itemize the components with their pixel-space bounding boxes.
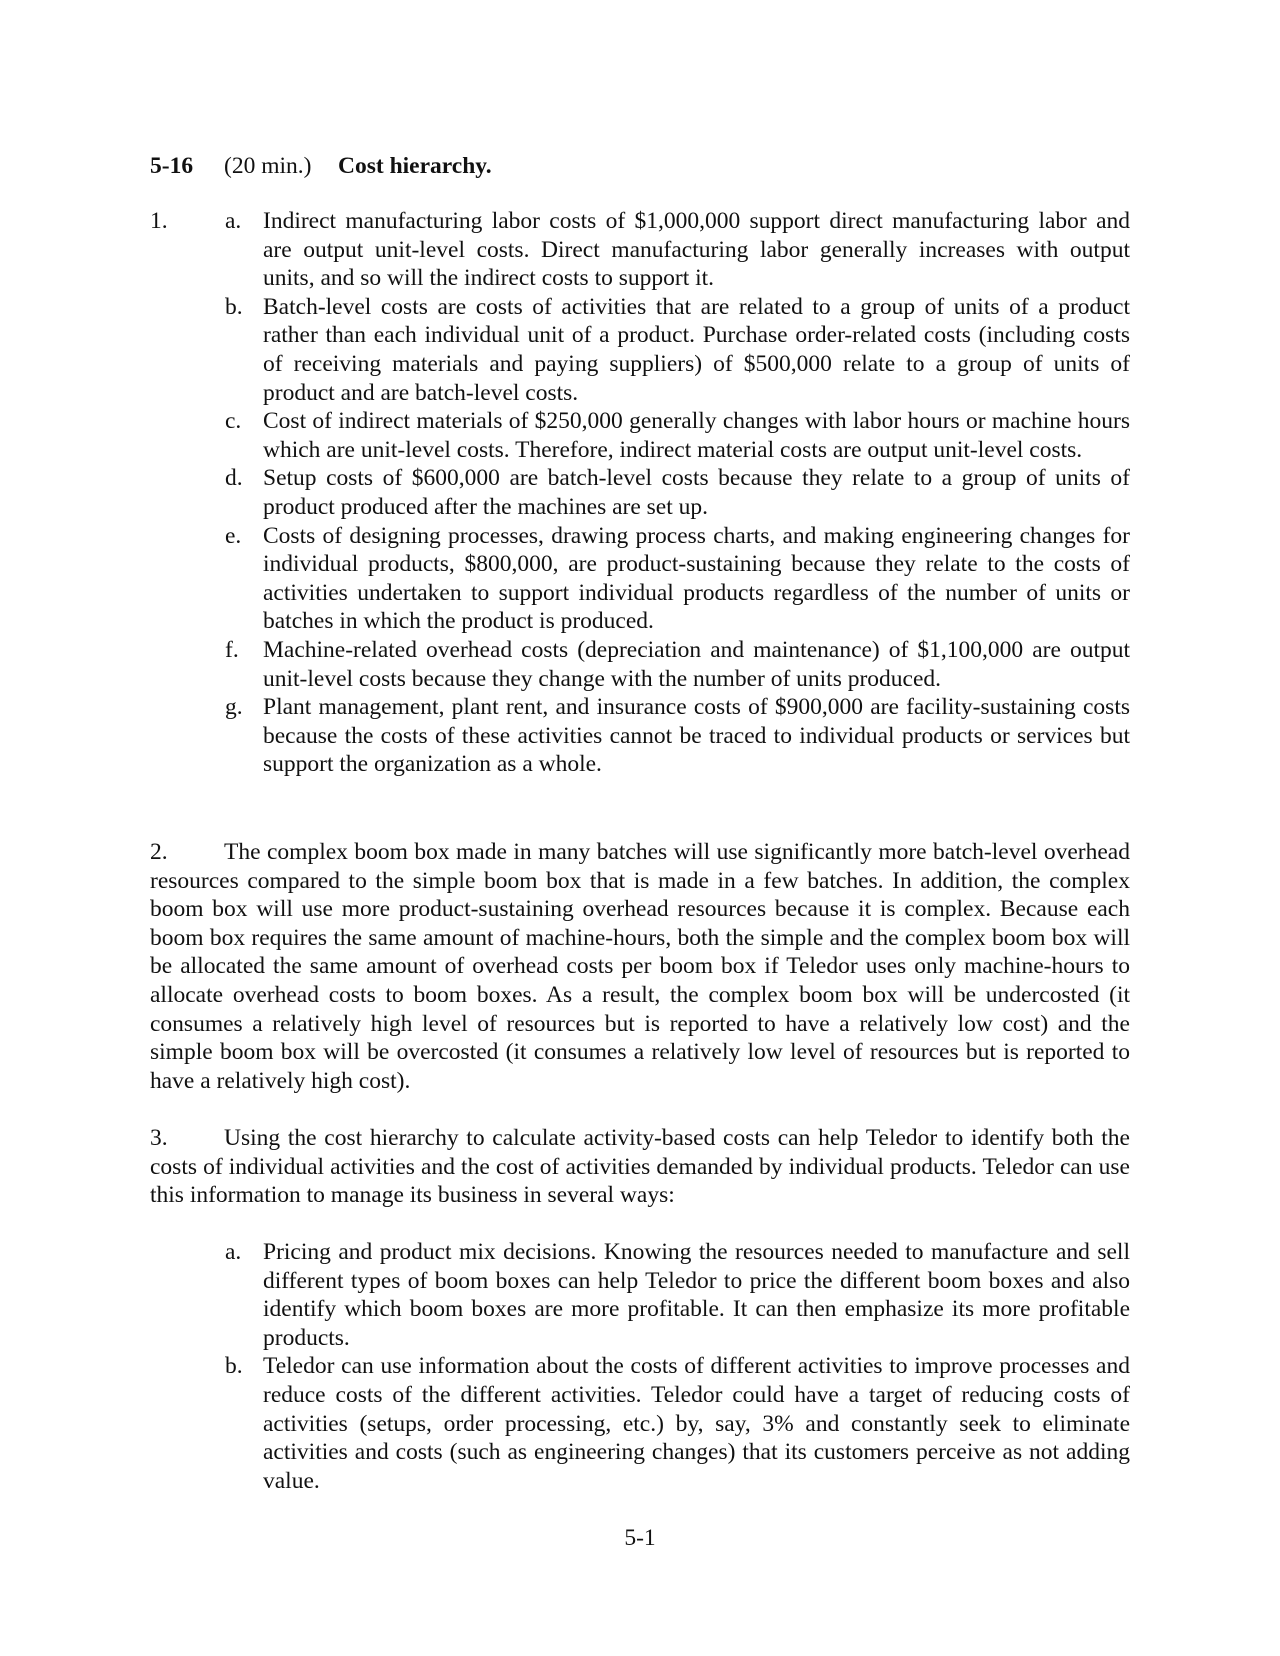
list-item xyxy=(225,464,1130,521)
section-1-number: 1. xyxy=(150,208,168,234)
item-letter: c. xyxy=(225,408,242,435)
list-item xyxy=(225,407,1130,464)
section-3-text: Using the cost hierarchy to calculate activity-based costs can help Teledor to identify both the costs of individual activities and the cost of activities demanded by individual products. Teledor can use this information to manage its business in several ways: xyxy=(150,1125,1130,1209)
list-item xyxy=(225,293,1130,407)
section-2-paragraph xyxy=(150,838,1130,1095)
list-item xyxy=(225,1238,1130,1352)
item-letter: a. xyxy=(225,208,242,234)
item-letter: b. xyxy=(225,293,243,320)
list-item xyxy=(225,207,1130,293)
item-text: Pricing and product mix decisions. Knowing the resources needed to manufacture and sell different types of boom boxes can help Teledor to price the different boom boxes and also identify which boom boxes are more profitable. It can then emphasize its more profitable products. xyxy=(263,1239,1130,1351)
page-number: 5-1 xyxy=(624,1525,656,1551)
list-item xyxy=(225,522,1130,636)
item-letter: f. xyxy=(225,636,239,663)
item-text: Teledor can use information about the costs of different activities to improve processes and reduce costs of the different activities. Teledor could have a target of reducing costs of activities (setups, order processing, etc.) by, say, 3% and constantly seek to eliminate activities and costs (such as engineering changes) that its customers perceive as not adding value. xyxy=(263,1353,1130,1494)
problem-number: 5-16 xyxy=(150,153,194,179)
list-item xyxy=(225,1352,1130,1495)
section-1-list xyxy=(225,207,1130,779)
problem-title: Cost hierarchy. xyxy=(338,153,492,179)
item-text: Machine-related overhead costs (depreciation and maintenance) of $1,100,000 are output unit-level costs because they change with the number of units produced. xyxy=(263,636,1130,692)
item-text: Cost of indirect materials of $250,000 generally changes with labor hours or machine hours which are unit-level costs. Therefore, indirect material costs are output unit-level costs. xyxy=(263,408,1130,463)
item-letter: g. xyxy=(225,694,243,721)
problem-header xyxy=(150,152,492,181)
item-letter: b. xyxy=(225,1353,243,1380)
list-item xyxy=(225,636,1130,693)
item-letter: a. xyxy=(225,1239,242,1265)
section-3-paragraph xyxy=(150,1124,1130,1210)
item-letter: e. xyxy=(225,522,242,549)
list-item xyxy=(225,693,1130,779)
item-text: Indirect manufacturing labor costs of $1,000,000 support direct manufacturing labor and are output unit-level costs. Direct manufacturing labor generally increases with output units, and so will the indirect costs to support it. xyxy=(263,208,1130,292)
item-text: Setup costs of $600,000 are batch-level costs because they relate to a group of units of product produced after the machines are set up. xyxy=(263,465,1130,520)
section-2-number: 2. xyxy=(150,839,168,865)
item-text: Costs of designing processes, drawing process charts, and making engineering changes for individual products, $800,000, are product-sustaining because they relate to the costs of activities undertaken to support individual products regardless of the number of units or batches in which the product is produced. xyxy=(263,522,1130,635)
section-3-number: 3. xyxy=(150,1125,168,1151)
item-text: Batch-level costs are costs of activities that are related to a group of units of a product rather than each individual unit of a product. Purchase order-related costs (including costs of receiving materials and paying suppliers) of $500,000 relate to a group of units of product and are batch-level costs. xyxy=(263,293,1130,406)
time-estimate: (20 min.) xyxy=(224,153,312,179)
section-3-list xyxy=(225,1238,1130,1495)
item-letter: d. xyxy=(225,465,243,492)
item-text: Plant management, plant rent, and insurance costs of $900,000 are facility-sustaining costs because the costs of these activities cannot be traced to individual products or services but support the organization as a whole. xyxy=(263,694,1130,778)
section-2-text: The complex boom box made in many batches will use significantly more batch-level overhead resources compared to the simple boom box that is made in a few batches. In addition, the complex boom box will use more product-sustaining overhead resources because it is complex. Because each boom box requires the same amount of machine-hours, both the simple and the complex boom box will be allocated the same amount of overhead costs per boom box if Teledor uses only machine-hours to allocate overhead costs to boom boxes. As a result, the complex boom box will be undercosted (it consumes a relatively high level of resources but is reported to have a relatively low cost) and the simple boom box will be overcosted (it consumes a relatively low level of resources but is reported to have a relatively high cost). xyxy=(150,839,1130,1094)
